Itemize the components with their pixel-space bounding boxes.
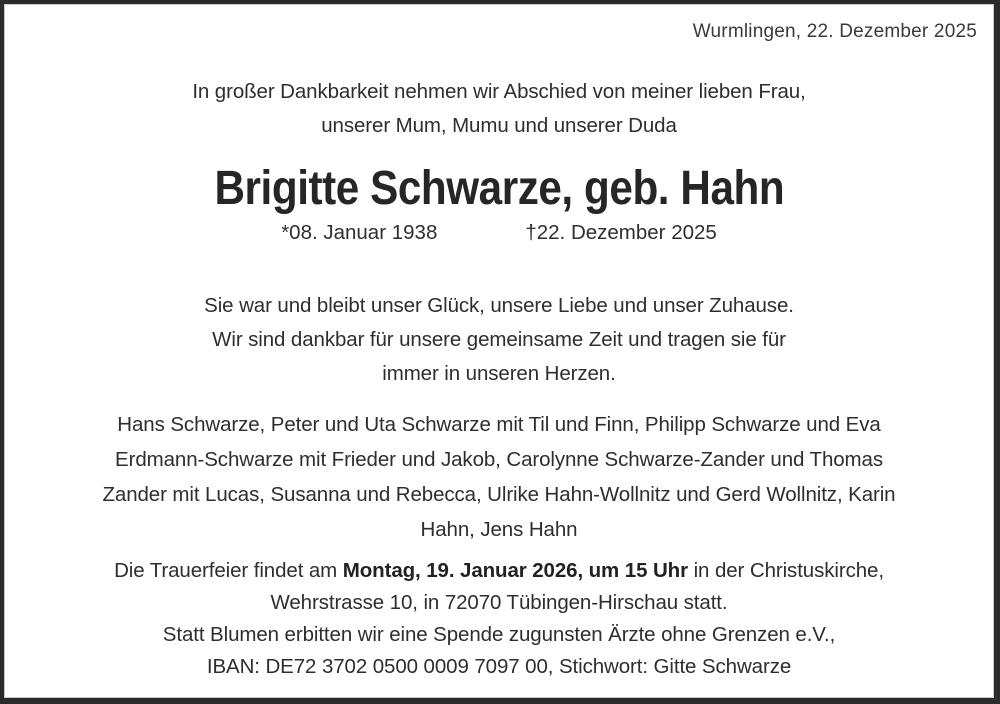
donation-iban: IBAN: DE72 3702 0500 0009 7097 00, Stichwort: Gitte Schwarze [206,655,792,678]
ceremony-address: Wehrstrasse 10, in 72070 Tübingen-Hirschau statt. [270,591,728,614]
memorial-verse [5,289,993,391]
verse-line: immer in unseren Herzen. [382,362,616,385]
donation-note: Statt Blumen erbitten wir eine Spende zugunsten Ärzte ohne Grenzen e.V., [162,623,836,646]
deceased-name: Brigitte Schwarze, geb. Hahn [214,162,785,215]
ceremony-prefix: Die Trauerfeier findet am [114,559,343,582]
mourners-list [5,407,993,547]
dateline: Wurmlingen, 22. Dezember 2025 [692,21,977,42]
birth-date: *08. Januar 1938 [281,221,438,244]
verse-line: Wir sind dankbar für unsere gemeinsame Zeit und tragen sie für [212,328,786,351]
intro-line: unserer Mum, Mumu und unserer Duda [321,114,677,137]
intro-line: In großer Dankbarkeit nehmen wir Abschied von meiner lieben Frau, [192,80,806,103]
obituary-notice [4,4,994,698]
verse-line: Sie war und bleibt unser Glück, unsere Liebe und unser Zuhause. [204,294,794,317]
death-date: †22. Dezember 2025 [525,221,717,244]
mourners-line: Zander mit Lucas, Susanna und Rebecca, Ulrike Hahn-Wollnitz und Gerd Wollnitz, Karin [102,483,896,506]
ceremony-info [5,555,993,683]
mourners-line: Erdmann-Schwarze mit Frieder und Jakob, Carolynne Schwarze-Zander und Thomas [115,448,883,471]
mourners-line: Hans Schwarze, Peter und Uta Schwarze mit Til und Finn, Philipp Schwarze und Eva [117,413,881,436]
life-dates [5,221,993,245]
ceremony-datetime: Montag, 19. Januar 2026, um 15 Uhr [342,559,688,582]
intro-text [5,75,993,143]
ceremony-suffix: in der Christuskirche, [688,559,884,582]
ceremony-line-1 [5,555,993,587]
mourners-line: Hahn, Jens Hahn [420,518,578,541]
